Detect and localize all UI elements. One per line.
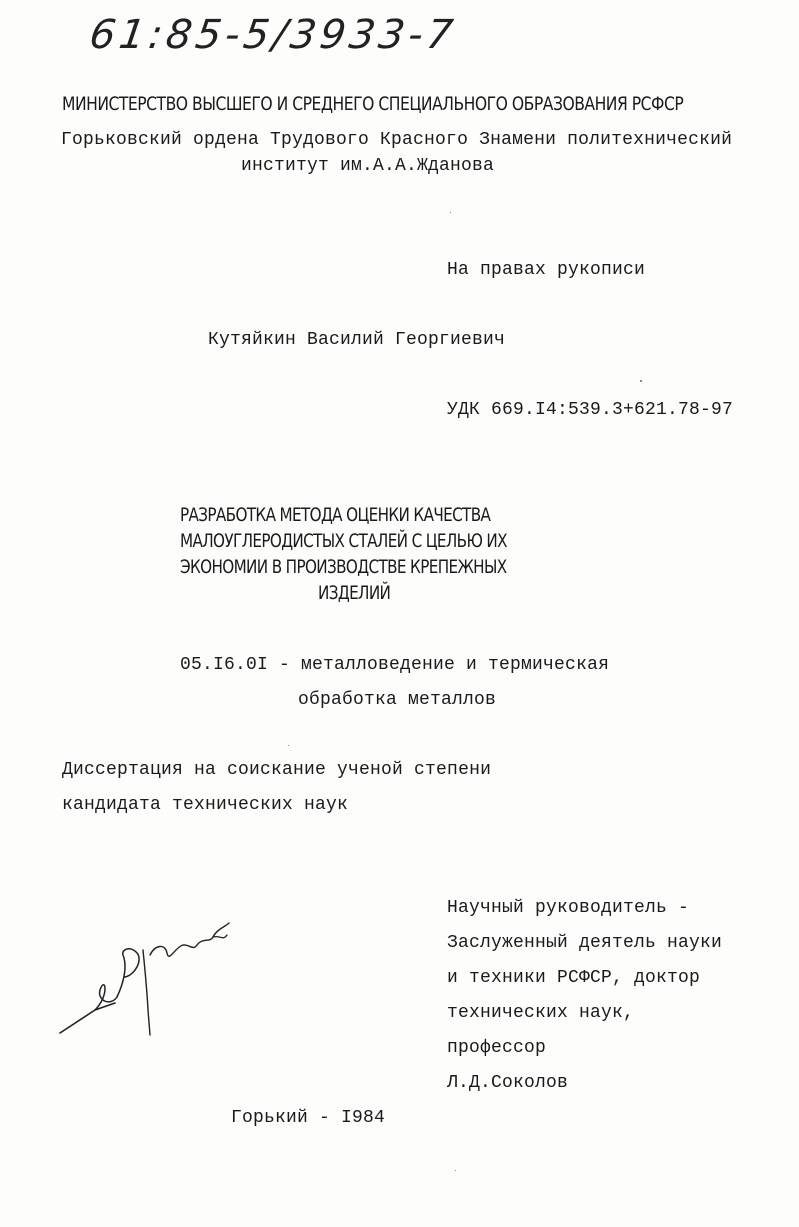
supervisor-line4: технических наук, [447, 1003, 635, 1023]
supervisor-line3: и техники РСФСР, доктор [447, 968, 701, 988]
thesis-title-line4: ИЗДЕЛИЙ [318, 582, 391, 604]
institute-name-line1: Горьковский ордена Трудового Красного Знамени политехнический [61, 130, 733, 150]
supervisor-line6: Л.Д.Соколов [447, 1073, 569, 1093]
ministry-heading: МИНИСТЕРСТВО ВЫСШЕГО И СРЕДНЕГО СПЕЦИАЛЬНОГО ОБРАЗОВАНИЯ РСФСР [62, 93, 684, 115]
supervisor-line5: профессор [447, 1038, 547, 1058]
degree-line1: Диссертация на соискание ученой степени [62, 760, 492, 780]
specialty-line2: обработка металлов [298, 690, 497, 710]
paper-speck [640, 380, 642, 382]
supervisor-line2: Заслуженный деятель науки [447, 933, 723, 953]
handwritten-archive-code: 61:85-5/3933-7 [86, 12, 460, 58]
paper-speck [450, 212, 451, 213]
paper-speck [455, 1170, 456, 1171]
author-signature [55, 915, 235, 1040]
paper-speck [288, 745, 289, 746]
thesis-title-line1: РАЗРАБОТКА МЕТОДА ОЦЕНКИ КАЧЕСТВА [180, 504, 491, 526]
specialty-line1: 05.I6.0I - металловедение и термическая [180, 655, 610, 675]
thesis-title-line2: МАЛОУГЛЕРОДИСТЫХ СТАЛЕЙ С ЦЕЛЬЮ ИХ [180, 530, 507, 552]
udc-code: УДК 669.I4:539.3+621.78-97 [447, 400, 734, 420]
place-and-year: Горький - I984 [231, 1108, 386, 1128]
institute-name-line2: институт им.А.А.Жданова [241, 156, 495, 176]
author-name: Кутяйкин Василий Георгиевич [208, 330, 506, 350]
manuscript-rights-note: На правах рукописи [447, 260, 646, 280]
thesis-title-line3: ЭКОНОМИИ В ПРОИЗВОДСТВЕ КРЕПЕЖНЫХ [180, 556, 507, 578]
degree-line2: кандидата технических наук [62, 795, 349, 815]
supervisor-line1: Научный руководитель - [447, 898, 690, 918]
